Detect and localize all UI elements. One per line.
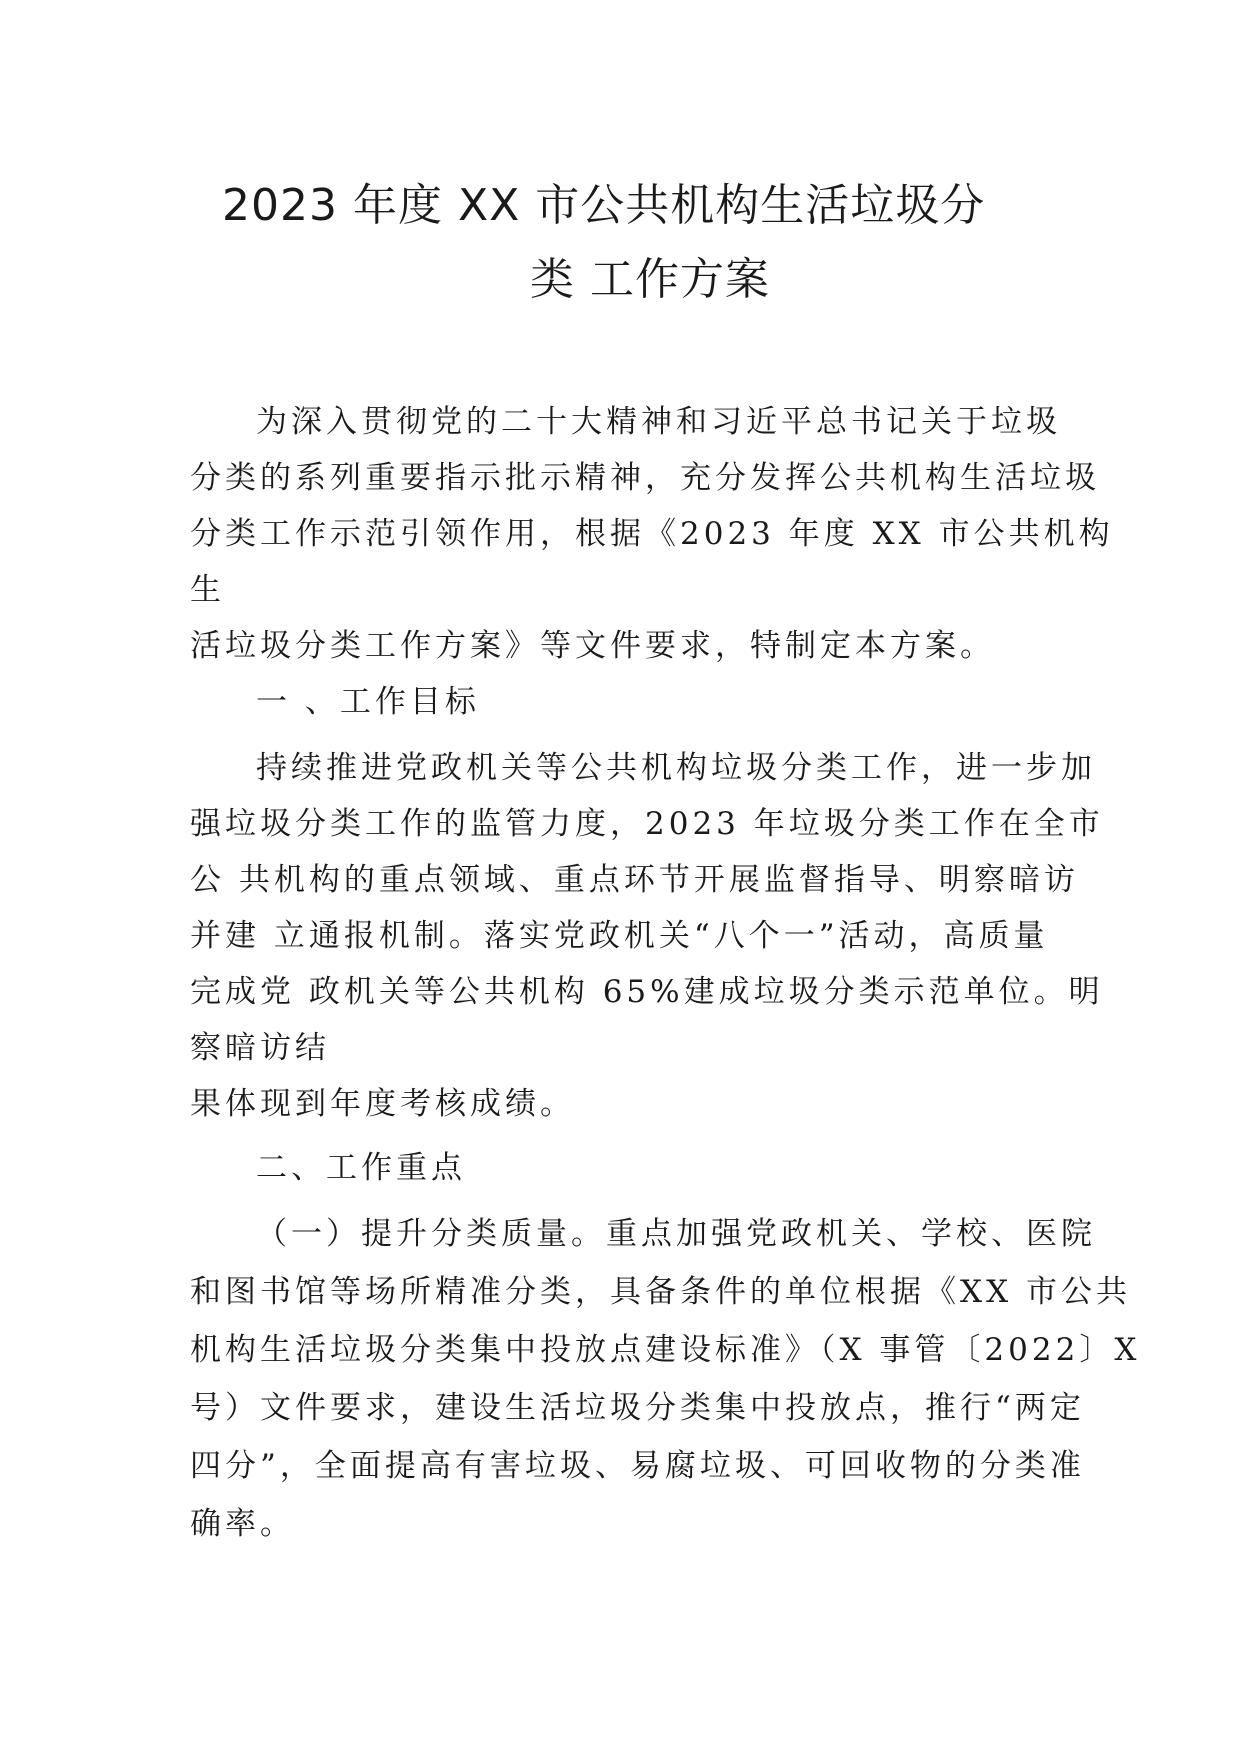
goals-paragraph-line: 并建 立通报机制。落实党政机关“八个一”活动，高质量	[190, 918, 1049, 954]
goals-paragraph-line: 果体现到年度考核成绩。	[190, 1086, 575, 1122]
intro-paragraph-line: 为深入贯彻党的二十大精神和习近平总书记关于垃圾	[256, 404, 1061, 440]
document-title-line-1: 2023 年度 XX 市公共机构生活垃圾分	[222, 180, 986, 231]
goals-paragraph-line: 完成党 政机关等公共机构 65%建成垃圾分类示范单位。明	[190, 974, 1104, 1010]
priorities-paragraph-line: 四分”，全面提高有害垃圾、易腐垃圾、可回收物的分类准	[190, 1448, 1085, 1484]
section-heading-priorities: 二、工作重点	[256, 1150, 466, 1186]
goals-paragraph-line: 察暗访结	[190, 1030, 330, 1066]
intro-paragraph-line: 分类的系列重要指示批示精神，充分发挥公共机构生活垃圾	[190, 460, 1100, 496]
priorities-paragraph-line: 机构生活垃圾分类集中投放点建设标准》（X 事管〔2022〕X	[190, 1332, 1141, 1368]
document-title-line-2: 类 工作方案	[530, 254, 770, 305]
goals-paragraph-line: 持续推进党政机关等公共机构垃圾分类工作，进一步加	[256, 750, 1096, 786]
priorities-paragraph-line: 和图书馆等场所精准分类，具备条件的单位根据《XX 市公共	[190, 1274, 1131, 1310]
priorities-paragraph-line: 号）文件要求，建设生活垃圾分类集中投放点，推行“两定	[190, 1390, 1085, 1426]
intro-paragraph-line: 生	[190, 572, 225, 608]
goals-paragraph-line: 公 共机构的重点领域、重点环节开展监督指导、明察暗访	[190, 862, 1079, 898]
priorities-paragraph-line: （一）提升分类质量。重点加强党政机关、学校、医院	[256, 1216, 1096, 1252]
priorities-paragraph-line: 确率。	[190, 1506, 295, 1542]
goals-paragraph-line: 强垃圾分类工作的监管力度，2023 年垃圾分类工作在全市	[190, 806, 1104, 842]
section-heading-goals: 一 、工作目标	[256, 684, 480, 720]
intro-paragraph-line: 活垃圾分类工作方案》等文件要求，特制定本方案。	[190, 628, 995, 664]
intro-paragraph-line: 分类工作示范引领作用，根据《2023 年度 XX 市公共机构	[190, 516, 1114, 552]
